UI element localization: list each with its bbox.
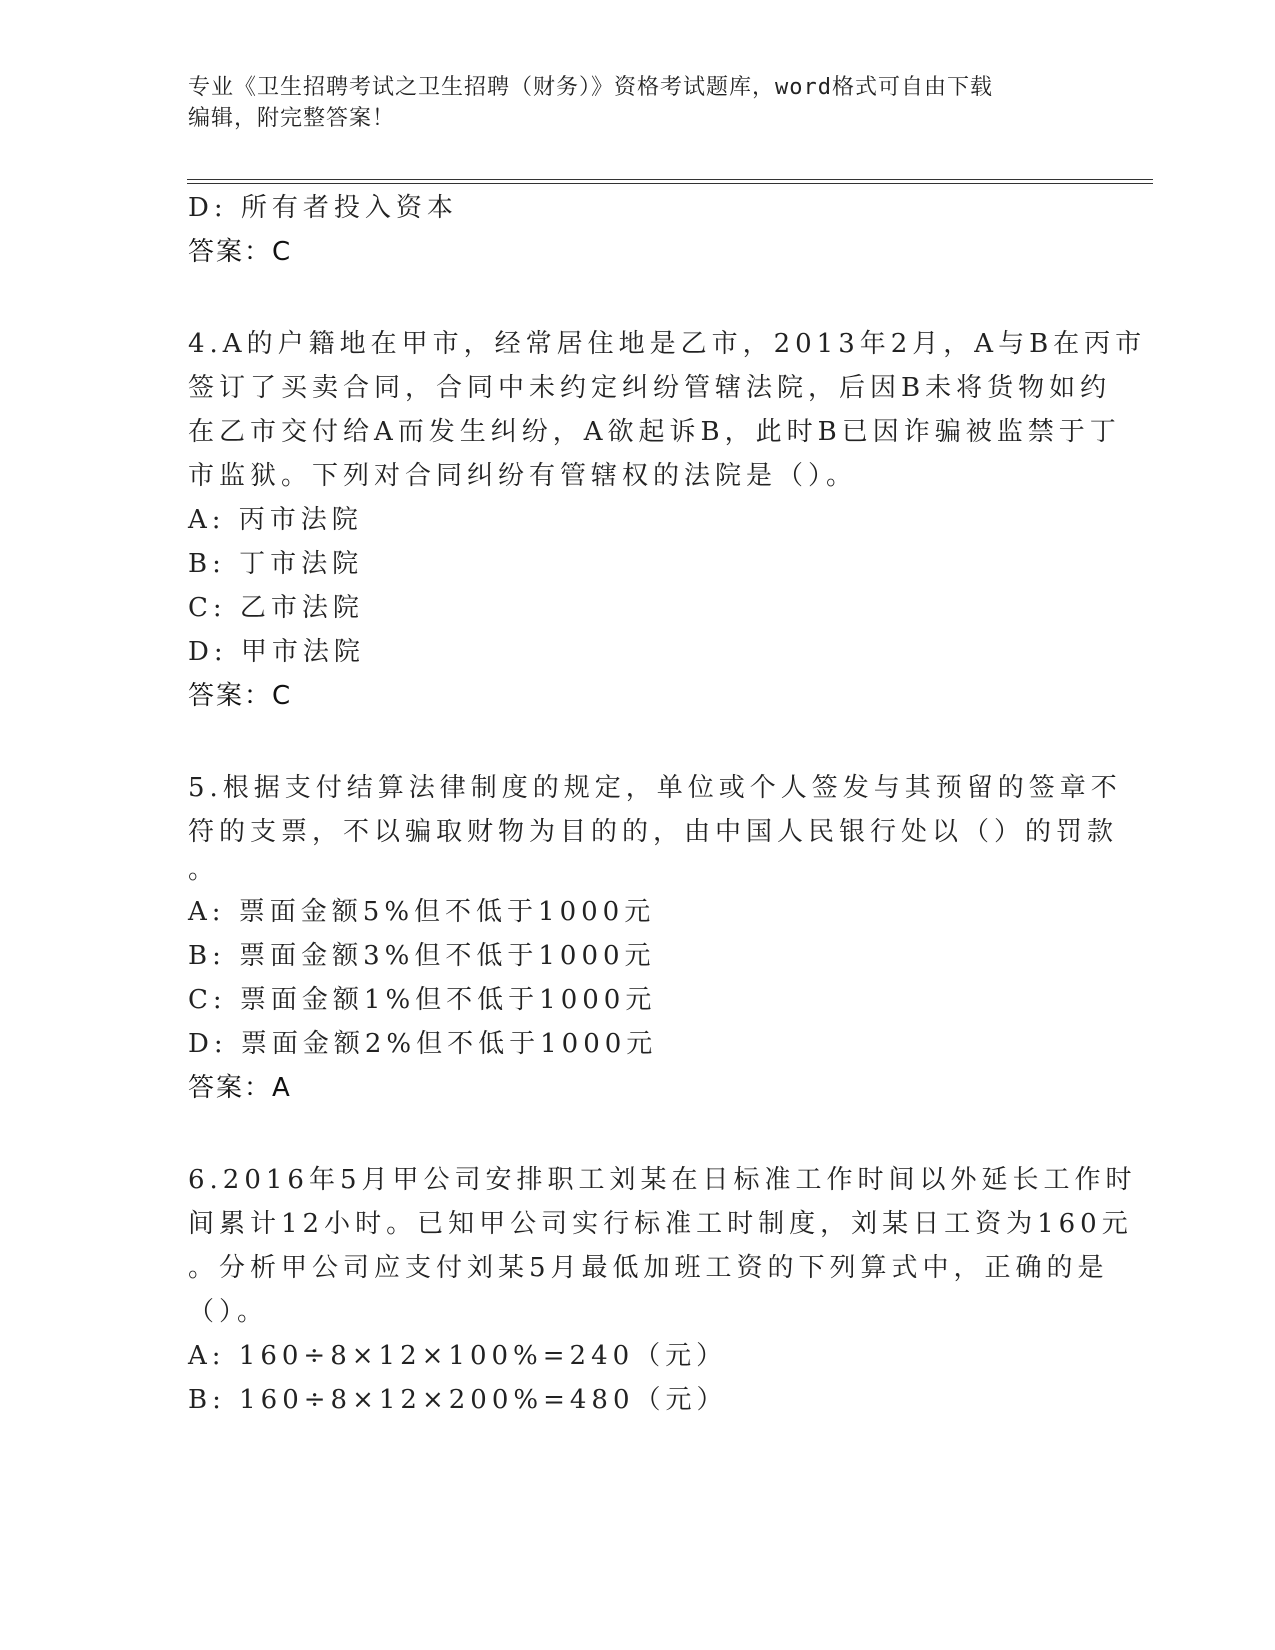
q4-stem-line-1: 4.A的户籍地在甲市，经常居住地是乙市，2013年2月，A与B在丙市	[188, 329, 1147, 359]
q3-option-d: D: 所有者投入资本	[188, 193, 458, 223]
q5-stem-line-2: 符的支票，不以骗取财物为目的的，由中国人民银行处以（）的罚款	[188, 817, 1119, 847]
q5-option-d: D: 票面金额2%但不低于1000元	[188, 1029, 658, 1059]
q4-answer: 答案：C	[188, 681, 293, 711]
q6-stem-line-3: 。分析甲公司应支付刘某5月最低加班工资的下列算式中，正确的是	[188, 1253, 1109, 1283]
q6-stem-line-1: 6.2016年5月甲公司安排职工刘某在日标准工作时间以外延长工作时	[188, 1165, 1137, 1195]
header-divider-bottom	[187, 183, 1153, 184]
q4-option-c: C: 乙市法院	[188, 593, 364, 623]
q4-stem-line-4: 市监狱。下列对合同纠纷有管辖权的法院是（）。	[188, 461, 858, 491]
q6-option-b: B: 160÷8×12×200%=480（元）	[188, 1385, 728, 1415]
q5-option-a: A: 票面金额5%但不低于1000元	[188, 897, 656, 927]
q4-stem-line-3: 在乙市交付给A而发生纠纷，A欲起诉B，此时B已因诈骗被监禁于丁	[188, 417, 1121, 447]
q6-option-a: A: 160÷8×12×100%=240（元）	[188, 1341, 728, 1371]
header-divider-top	[187, 179, 1153, 180]
header-line-1: 专业《卫生招聘考试之卫生招聘（财务）》资格考试题库，word格式可自由下载	[188, 75, 993, 100]
q6-stem-line-4: （）。	[188, 1297, 269, 1327]
q5-stem-line-1: 5.根据支付结算法律制度的规定，单位或个人签发与其预留的签章不	[188, 773, 1122, 803]
document-header	[188, 72, 1088, 134]
q5-option-b: B: 票面金额3%但不低于1000元	[188, 941, 656, 971]
q5-option-c: C: 票面金额1%但不低于1000元	[188, 985, 657, 1015]
q4-option-a: A: 丙市法院	[188, 505, 363, 535]
header-line-2: 编辑，附完整答案！	[188, 106, 396, 131]
q5-answer: 答案：A	[188, 1073, 292, 1103]
q3-answer: 答案：C	[188, 237, 293, 267]
q6-stem-line-2: 间累计12小时。已知甲公司实行标准工时制度，刘某日工资为160元	[188, 1209, 1133, 1239]
q4-stem-line-2: 签订了买卖合同，合同中未约定纠纷管辖法院，后因B未将货物如约	[188, 373, 1112, 403]
q4-option-d: D: 甲市法院	[188, 637, 365, 667]
q4-option-b: B: 丁市法院	[188, 549, 364, 579]
q5-stem-line-3: 。	[188, 855, 220, 885]
